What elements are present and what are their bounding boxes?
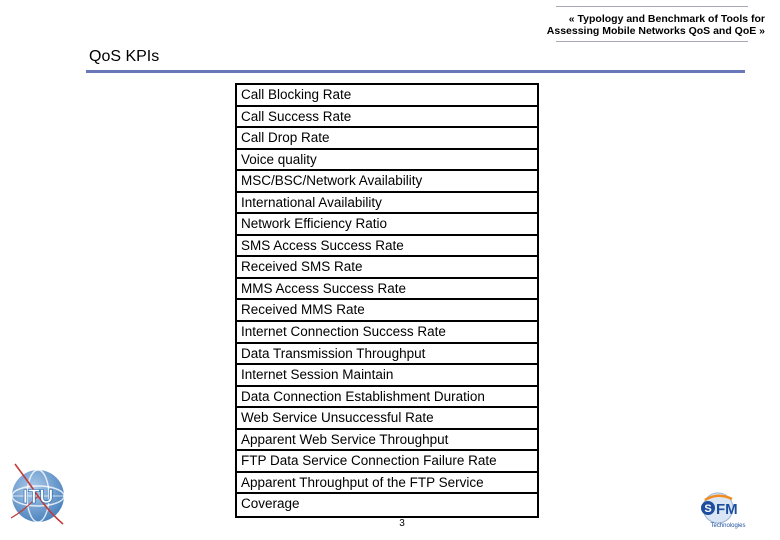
kpi-row: Apparent Throughput of the FTP Service — [237, 473, 537, 495]
svg-text:Technologies: Technologies — [710, 523, 746, 529]
header-rule-top — [556, 6, 748, 7]
presentation-title-line-2: Assessing Mobile Networks QoS and QoE » — [546, 25, 765, 37]
kpi-row: MMS Access Success Rate — [237, 279, 537, 301]
svg-text:ITU: ITU — [22, 487, 54, 508]
kpi-row: Apparent Web Service Throughput — [237, 430, 537, 452]
kpi-row: Received SMS Rate — [237, 257, 537, 279]
kpi-row: MSC/BSC/Network Availability — [237, 171, 537, 193]
itu-globe-logo-icon — [5, 458, 73, 530]
kpi-row: Web Service Unsuccessful Rate — [237, 408, 537, 430]
kpi-row: FTP Data Service Connection Failure Rate — [237, 451, 537, 473]
kpi-row: SMS Access Success Rate — [237, 236, 537, 258]
kpi-row: Call Blocking Rate — [237, 85, 537, 107]
kpi-row: Voice quality — [237, 150, 537, 172]
kpi-row: Coverage — [241, 496, 300, 512]
slide-title: QoS KPIs — [89, 48, 160, 65]
svg-text:S: S — [704, 503, 712, 515]
title-underline-bar — [86, 70, 745, 73]
kpi-row: International Availability — [237, 193, 537, 215]
kpi-row: Received MMS Rate — [237, 300, 537, 322]
kpi-row: Internet Session Maintain — [237, 365, 537, 387]
sfm-logo-icon — [688, 490, 772, 530]
kpi-row: Call Success Rate — [237, 107, 537, 129]
header-rule-bottom — [556, 41, 748, 42]
svg-text:FM: FM — [716, 501, 738, 518]
kpi-row: Data Transmission Throughput — [237, 344, 537, 366]
kpi-row: Internet Connection Success Rate — [237, 322, 537, 344]
presentation-title — [480, 13, 765, 37]
presentation-title-line-1: « Typology and Benchmark of Tools for — [568, 13, 765, 25]
kpi-row: Network Efficiency Ratio — [237, 214, 537, 236]
kpi-table — [235, 83, 539, 518]
kpi-row: Data Connection Establishment Duration — [237, 387, 537, 409]
kpi-row: Call Drop Rate — [237, 128, 537, 150]
page-number: 3 — [399, 518, 405, 529]
